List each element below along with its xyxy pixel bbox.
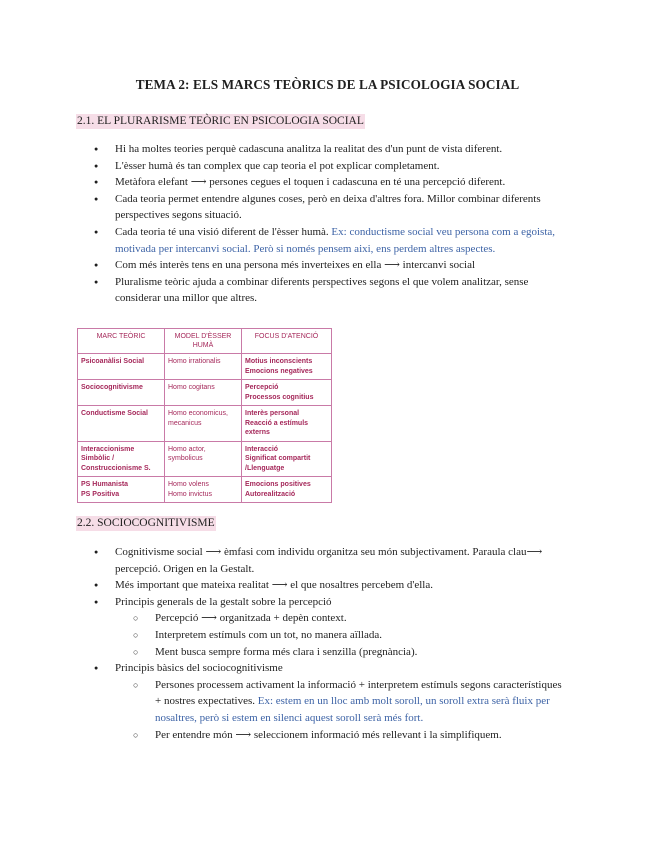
table-cell: Interacció Significat compartit /Llenguatge xyxy=(242,441,332,477)
table-header-row xyxy=(78,329,332,354)
bullet-item: ● Principis bàsics del sociocognitivisme xyxy=(0,660,655,677)
bullet-item: ● Pluralisme teòric ajuda a combinar diferents perspectives segons el que volem analitzar, sense considerar una millor que altres. xyxy=(0,274,655,307)
sociocognitivisme-list xyxy=(0,544,655,743)
bullet-item: ● Hi ha moltes teories perquè cadascuna analitza la realitat des d'un punt de vista diferent. xyxy=(0,141,655,158)
theory-comparison-table xyxy=(77,328,332,503)
table-cell: Emocions positives Autorealització xyxy=(242,477,332,503)
bullet-item: ● Principis generals de la gestalt sobre la percepció xyxy=(0,594,655,611)
table-cell: Homo cogitans xyxy=(165,380,242,406)
table-cell: Sociocognitivisme xyxy=(78,380,165,406)
table-row xyxy=(78,477,332,503)
table-cell: PS Humanista PS Positiva xyxy=(78,477,165,503)
table-cell: Interès personal Reacció a estímuls externs xyxy=(242,406,332,442)
table-row xyxy=(78,354,332,380)
bullet-item: ● L'èsser humà és tan complex que cap teoria el pot explicar completament. xyxy=(0,158,655,175)
example-text: Ex: estem en un lloc amb molt soroll, un soroll extra serà fluix per nosaltres, però si estem en silenci aquest soroll serà més fort. xyxy=(155,695,550,724)
table-cell: Homo actor, symbolicus xyxy=(165,441,242,477)
bullet-item: ● Cada teoria té una visió diferent de l'èsser humà. Ex: conductisme social veu persona com a egoista, motivada per intercanvi social. Però si només pensem aixi, ens perdem altres aspectes. xyxy=(0,224,655,257)
table-cell: Psicoanàlisi Social xyxy=(78,354,165,380)
table-row xyxy=(78,441,332,477)
header-focus-atencio: FOCUS D'ATENCIÓ xyxy=(242,329,332,354)
bullet-item: ● Com més interès tens en una persona més inverteixes en ella ⟶ intercanvi social xyxy=(0,257,655,274)
sub-bullet-item: ○ Percepció ⟶ organitzada + depèn context. xyxy=(0,610,655,627)
sub-bullet-item: ○ Per entendre món ⟶ seleccionem informació més rellevant i la simplifiquem. xyxy=(0,727,655,744)
section-heading-pluralisme: 2.1. EL PLURARISME TEÒRIC EN PSICOLOGIA SOCIAL xyxy=(77,115,364,127)
sub-bullet-item: ○ Interpretem estímuls com un tot, no manera aïllada. xyxy=(0,627,655,644)
table-row xyxy=(78,406,332,442)
section-heading-sociocognitivisme: 2.2. SOCIOCOGNITIVISME xyxy=(77,517,215,529)
table-cell: Homo economicus, mecanicus xyxy=(165,406,242,442)
table-cell: Conductisme Social xyxy=(78,406,165,442)
table-cell: Percepció Processos cognitius xyxy=(242,380,332,406)
pluralisme-bullet-list xyxy=(0,141,655,307)
sub-bullet-item: ○ Persones processem activament la informació + interpretem estímuls segons característiques + nostres expectatives. Ex: estem en un lloc amb molt soroll, un soroll extra serà fluix per nosaltres, però si estem en silenci aquest soroll serà més fort. xyxy=(0,677,655,727)
example-text: Ex: conductisme social veu persona com a egoista, motivada per intercanvi social. Però si només pensem aixi, ens perdem altres aspectes. xyxy=(115,225,556,255)
bullet-item: ● Més important que mateixa realitat ⟶ el que nosaltres percebem d'ella. xyxy=(0,577,655,594)
table-cell: Interaccionisme Simbòlic / Construccionisme S. xyxy=(78,441,165,477)
bullet-item: ● Cada teoria permet entendre algunes coses, però en deixa d'altres fora. Millor combinar diferents perspectives segons situació. xyxy=(0,191,655,224)
table-cell: Homo volens Homo invictus xyxy=(165,477,242,503)
sub-bullet-item: ○ Ment busca sempre forma més clara i senzilla (pregnància). xyxy=(0,644,655,661)
table-cell: Motius inconscients Emocions negatives xyxy=(242,354,332,380)
header-model-esser-huma: MODEL D'ÈSSER HUMÀ xyxy=(165,329,242,354)
page-title: TEMA 2: ELS MARCS TEÒRICS DE LA PSICOLOGIA SOCIAL xyxy=(135,77,520,92)
bullet-item: ● Metàfora elefant ⟶ persones cegues el toquen i cadascuna en té una percepció diferent. xyxy=(0,174,655,191)
table-row xyxy=(78,380,332,406)
header-marc-teoric: MARC TEÒRIC xyxy=(78,329,165,354)
bullet-item: ● Cognitivisme social ⟶ èmfasi com individu organitza seu món subjectivament. Paraula clau⟶ percepció. Origen en la Gestalt. xyxy=(0,544,655,577)
table-cell: Homo irrationalis xyxy=(165,354,242,380)
